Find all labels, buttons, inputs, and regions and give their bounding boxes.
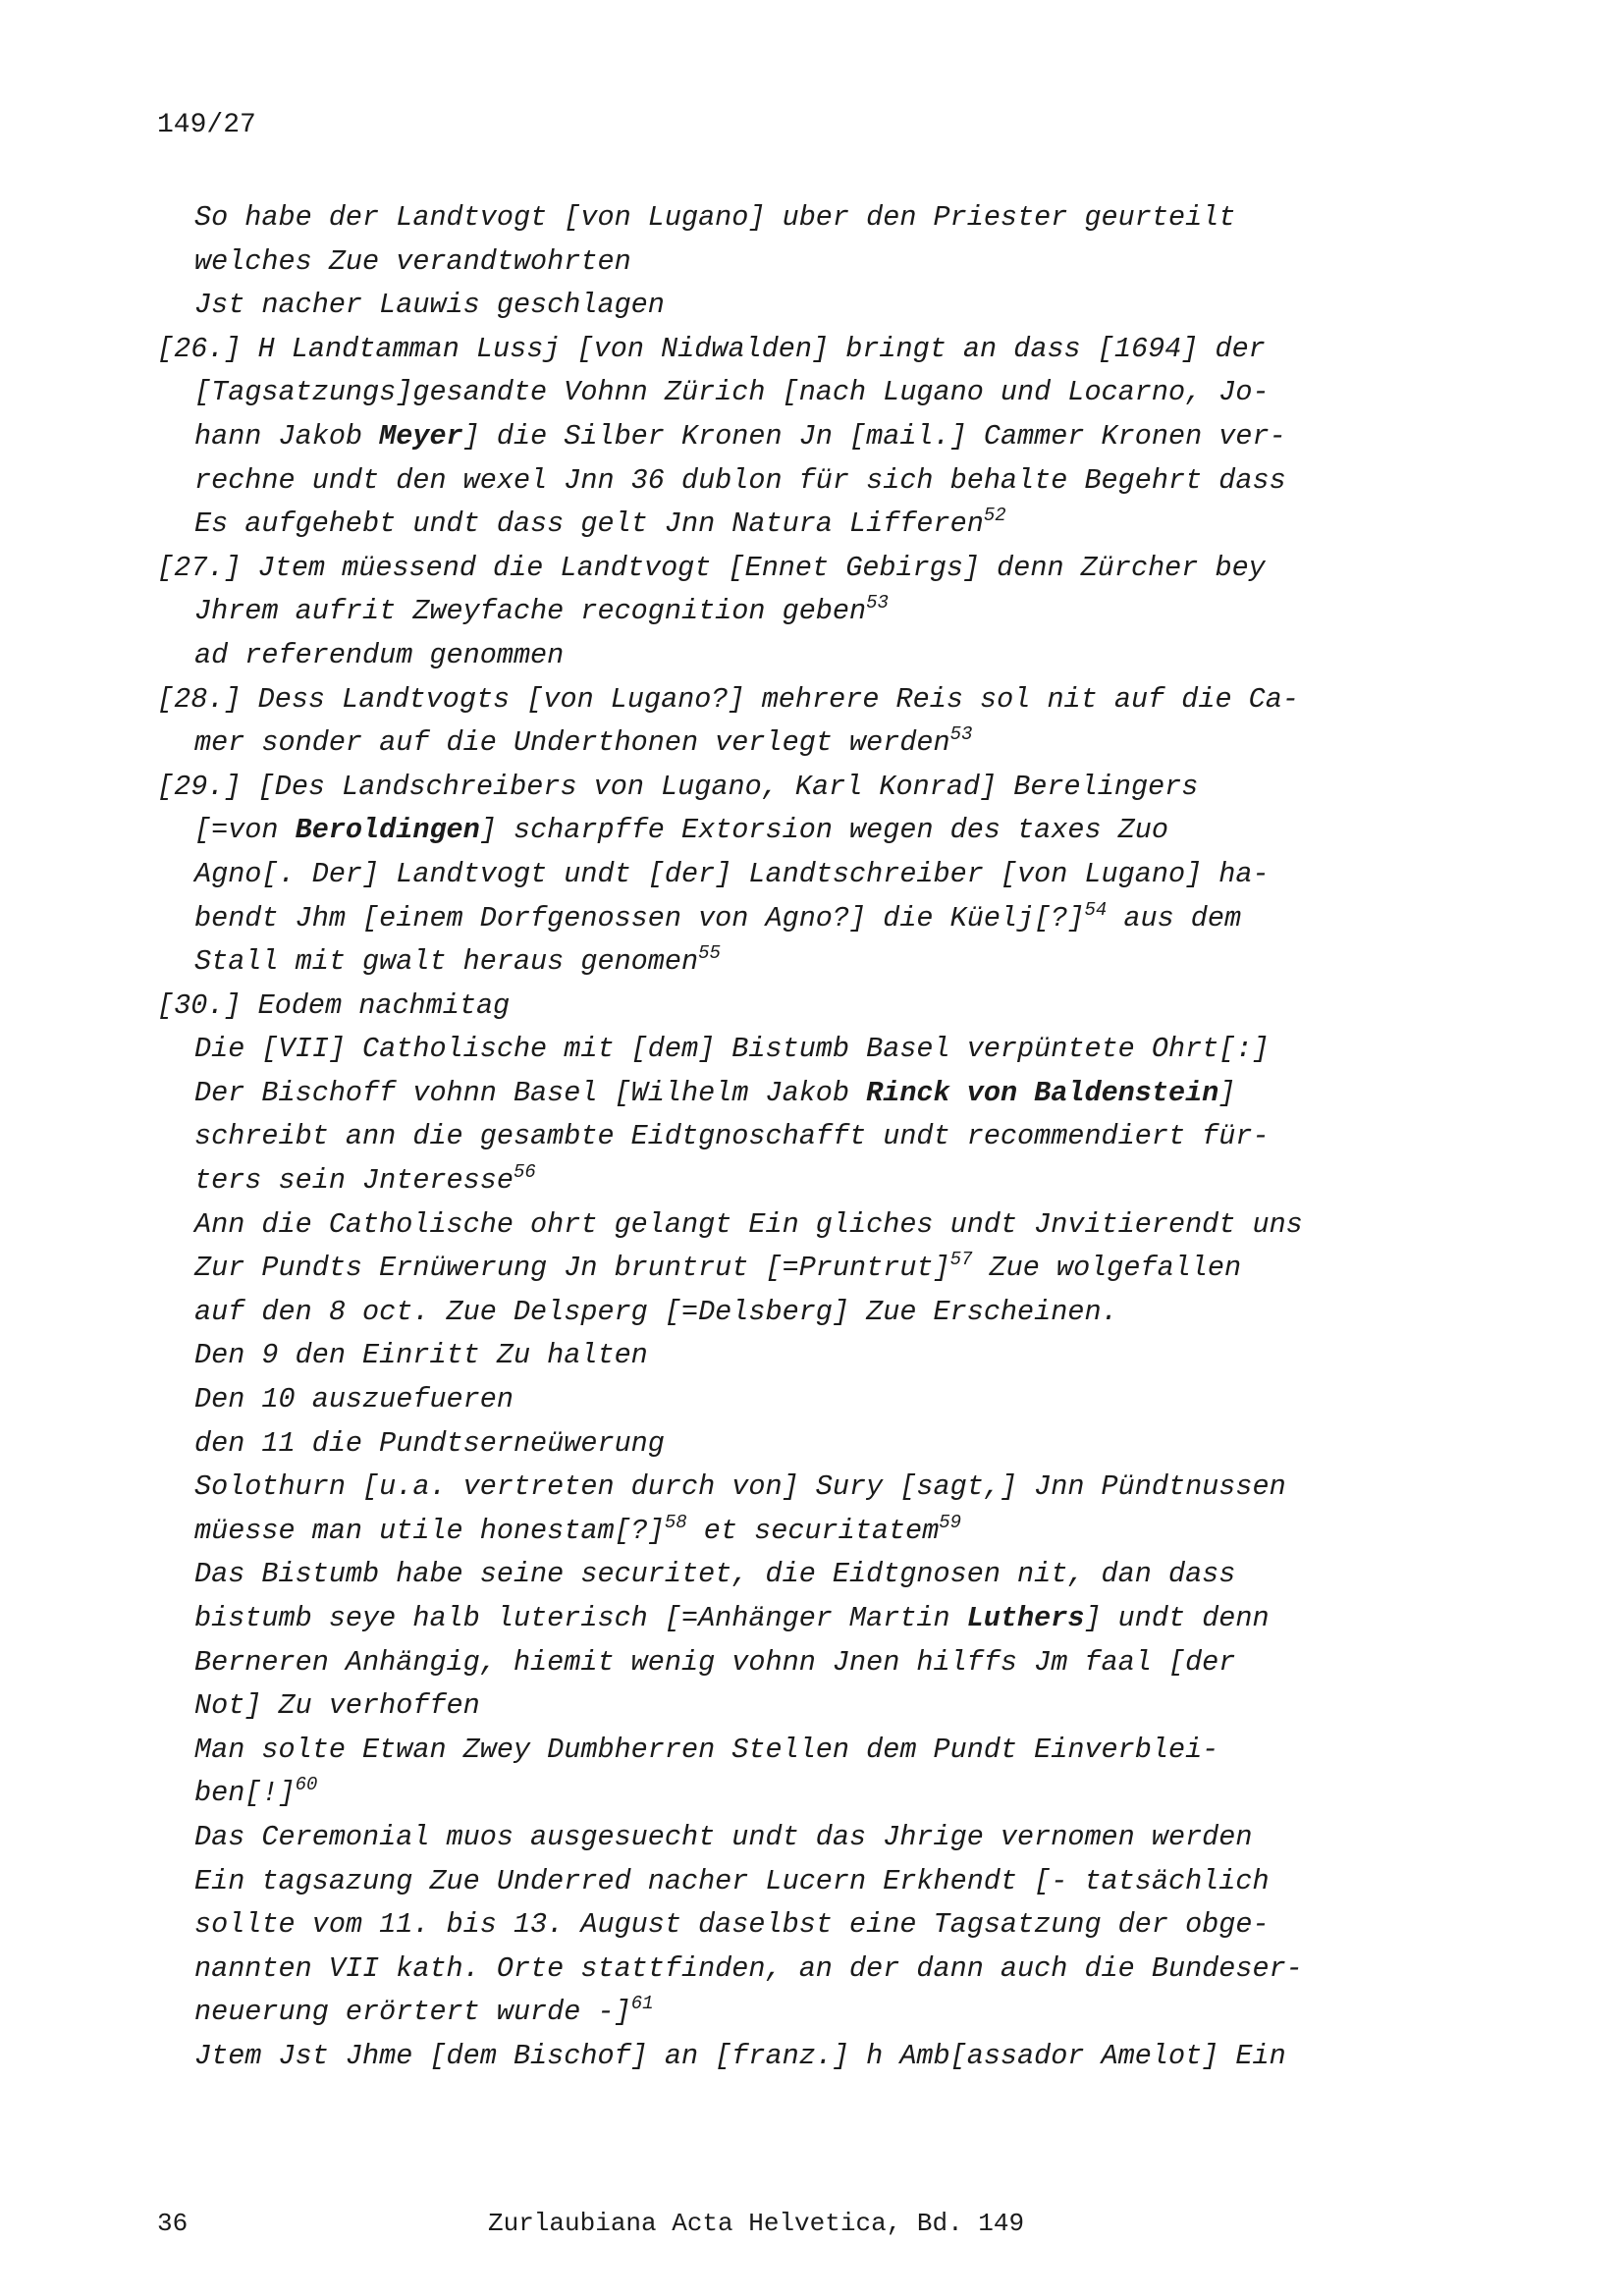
text-line: [26.] H Landtamman Lussj [von Nidwalden] bringt an dass [1694] der — [157, 332, 1266, 365]
footnote-ref: 60 — [295, 1774, 318, 1796]
text-line: Ein tagsazung Zue Underred nacher Lucern Erkhendt [- tatsächlich — [194, 1864, 1270, 1897]
text-line: Ann die Catholische ohrt gelangt Ein gliches undt Jnvitierendt uns — [194, 1207, 1303, 1241]
text-line: ben[!]$^{60}$ — [194, 1774, 318, 1810]
text-line: schreibt ann die gesambte Eidtgnoschafft undt recommendiert für- — [194, 1120, 1270, 1153]
text-line: den 11 die Pundtserneüwerung — [194, 1426, 665, 1460]
footnote-ref: 53 — [866, 592, 889, 614]
text-line: Zur Pundts Ernüwerung Jn bruntrut [=Pruntrut]$^{57}$ Zue wolgefallen — [194, 1249, 1242, 1285]
text-line: [28.] Dess Landtvogts [von Lugano?] mehrere Reis sol nit auf die Ca- — [157, 682, 1299, 716]
footnote-ref: 54 — [1084, 898, 1108, 921]
text-line: ad referendum genommen — [194, 638, 565, 671]
text-line: Es aufgehebt undt dass gelt Jnn Natura Lifferen$^{52}$ — [194, 505, 1006, 541]
name-emphasis: Meyer — [379, 419, 463, 453]
footnote-ref: 52 — [983, 505, 1006, 527]
text-line: Jhrem aufrit Zweyfache recognition geben$^{53}$ — [194, 592, 889, 628]
text-line: mer sonder auf die Underthonen verlegt werden$^{53}$ — [194, 723, 973, 760]
text-line: Not] Zu verhoffen — [194, 1689, 480, 1723]
text-line: Das Bistumb habe seine securitet, die Eidtgnosen nit, dan dass — [194, 1558, 1236, 1591]
text-line: bistumb seye halb luterisch [=Anhänger Martin Luthers] undt denn — [194, 1602, 1270, 1634]
page-number: 36 — [157, 2209, 189, 2238]
text-line: ters sein Jnteresse$^{56}$ — [194, 1161, 536, 1198]
name-emphasis: Rinck von Baldenstein — [866, 1076, 1219, 1109]
text-line: Stall mit gwalt heraus genomen$^{55}$ — [194, 942, 721, 979]
footnote-ref: 58 — [664, 1511, 687, 1533]
footnote-ref: 56 — [513, 1161, 536, 1184]
text-line: bendt Jhm [einem Dorfgenossen von Agno?] die Küelj[?]$^{54}$ aus dem — [194, 898, 1242, 934]
footnote-ref: 53 — [949, 723, 973, 746]
page-reference: 149/27 — [157, 110, 256, 140]
text-line: Jst nacher Lauwis geschlagen — [194, 289, 665, 322]
text-line: So habe der Landtvogt [von Lugano] uber den Priester geurteilt — [194, 201, 1236, 234]
text-line: [=von Beroldingen] scharpffe Extorsion wegen des taxes Zuo — [194, 814, 1168, 847]
footnote-ref: 57 — [949, 1249, 973, 1271]
name-emphasis: Luthers — [966, 1602, 1085, 1634]
text-line: müesse man utile honestam[?]$^{58}$ et securitatem$^{59}$ — [194, 1511, 962, 1547]
document-body — [157, 196, 1434, 2079]
footnote-ref: 55 — [698, 942, 721, 965]
footnote-ref: 61 — [630, 1993, 654, 2015]
text-line: [27.] Jtem müessend die Landtvogt [Ennet Gebirgs] denn Zürcher bey — [157, 551, 1266, 584]
text-line: Jtem Jst Jhme [dem Bischof] an [franz.] h Amb[assador Amelot] Ein — [194, 2039, 1286, 2072]
text-line: sollte vom 11. bis 13. August daselbst eine Tagsatzung der obge- — [194, 1908, 1270, 1942]
text-line: Solothurn [u.a. vertreten durch von] Sury [sagt,] Jnn Pündtnussen — [194, 1470, 1286, 1504]
text-line: [Tagsatzungs]gesandte Vohnn Zürich [nach Lugano und Locarno, Jo- — [194, 376, 1270, 409]
text-line: Das Ceremonial muos ausgesuecht undt das Jhrige vernomen werden — [194, 1820, 1253, 1853]
text-line: Man solte Etwan Zwey Dumbherren Stellen dem Pundt Einverblei- — [194, 1733, 1219, 1766]
text-line: Den 9 den Einritt Zu halten — [194, 1339, 648, 1372]
name-emphasis: Beroldingen — [295, 814, 480, 847]
footnote-ref: 59 — [939, 1511, 962, 1533]
text-line: neuerung erörtert wurde -]$^{61}$ — [194, 1993, 654, 2029]
publication-title: Zurlaubiana Acta Helvetica, Bd. 149 — [488, 2209, 1025, 2238]
text-line: nannten VII kath. Orte stattfinden, an der dann auch die Bundeser- — [194, 1951, 1303, 1985]
text-line: Der Bischoff vohnn Basel [Wilhelm Jakob Rinck von Baldenstein] — [194, 1076, 1236, 1109]
text-line: auf den 8 oct. Zue Delsperg [=Delsberg] Zue Erscheinen. — [194, 1295, 1118, 1328]
text-line: Berneren Anhängig, hiemit wenig vohnn Jnen hilffs Jm faal [der — [194, 1645, 1236, 1679]
text-line: [30.] Eodem nachmitag — [157, 988, 511, 1022]
text-line: rechne undt den wexel Jnn 36 dublon für sich behalte Begehrt dass — [194, 463, 1286, 497]
text-line: Den 10 auszuefueren — [194, 1383, 514, 1416]
text-line: welches Zue verandtwohrten — [194, 244, 631, 278]
text-line: Die [VII] Catholische mit [dem] Bistumb Basel verpüntete Ohrt[:] — [194, 1033, 1270, 1066]
text-line: hann Jakob Meyer] die Silber Kronen Jn [mail.] Cammer Kronen ver- — [194, 419, 1286, 453]
text-line: [29.] [Des Landschreibers von Lugano, Karl Konrad] Berelingers — [157, 770, 1199, 803]
text-line: Agno[. Der] Landtvogt undt [der] Landtschreiber [von Lugano] ha- — [194, 857, 1270, 890]
